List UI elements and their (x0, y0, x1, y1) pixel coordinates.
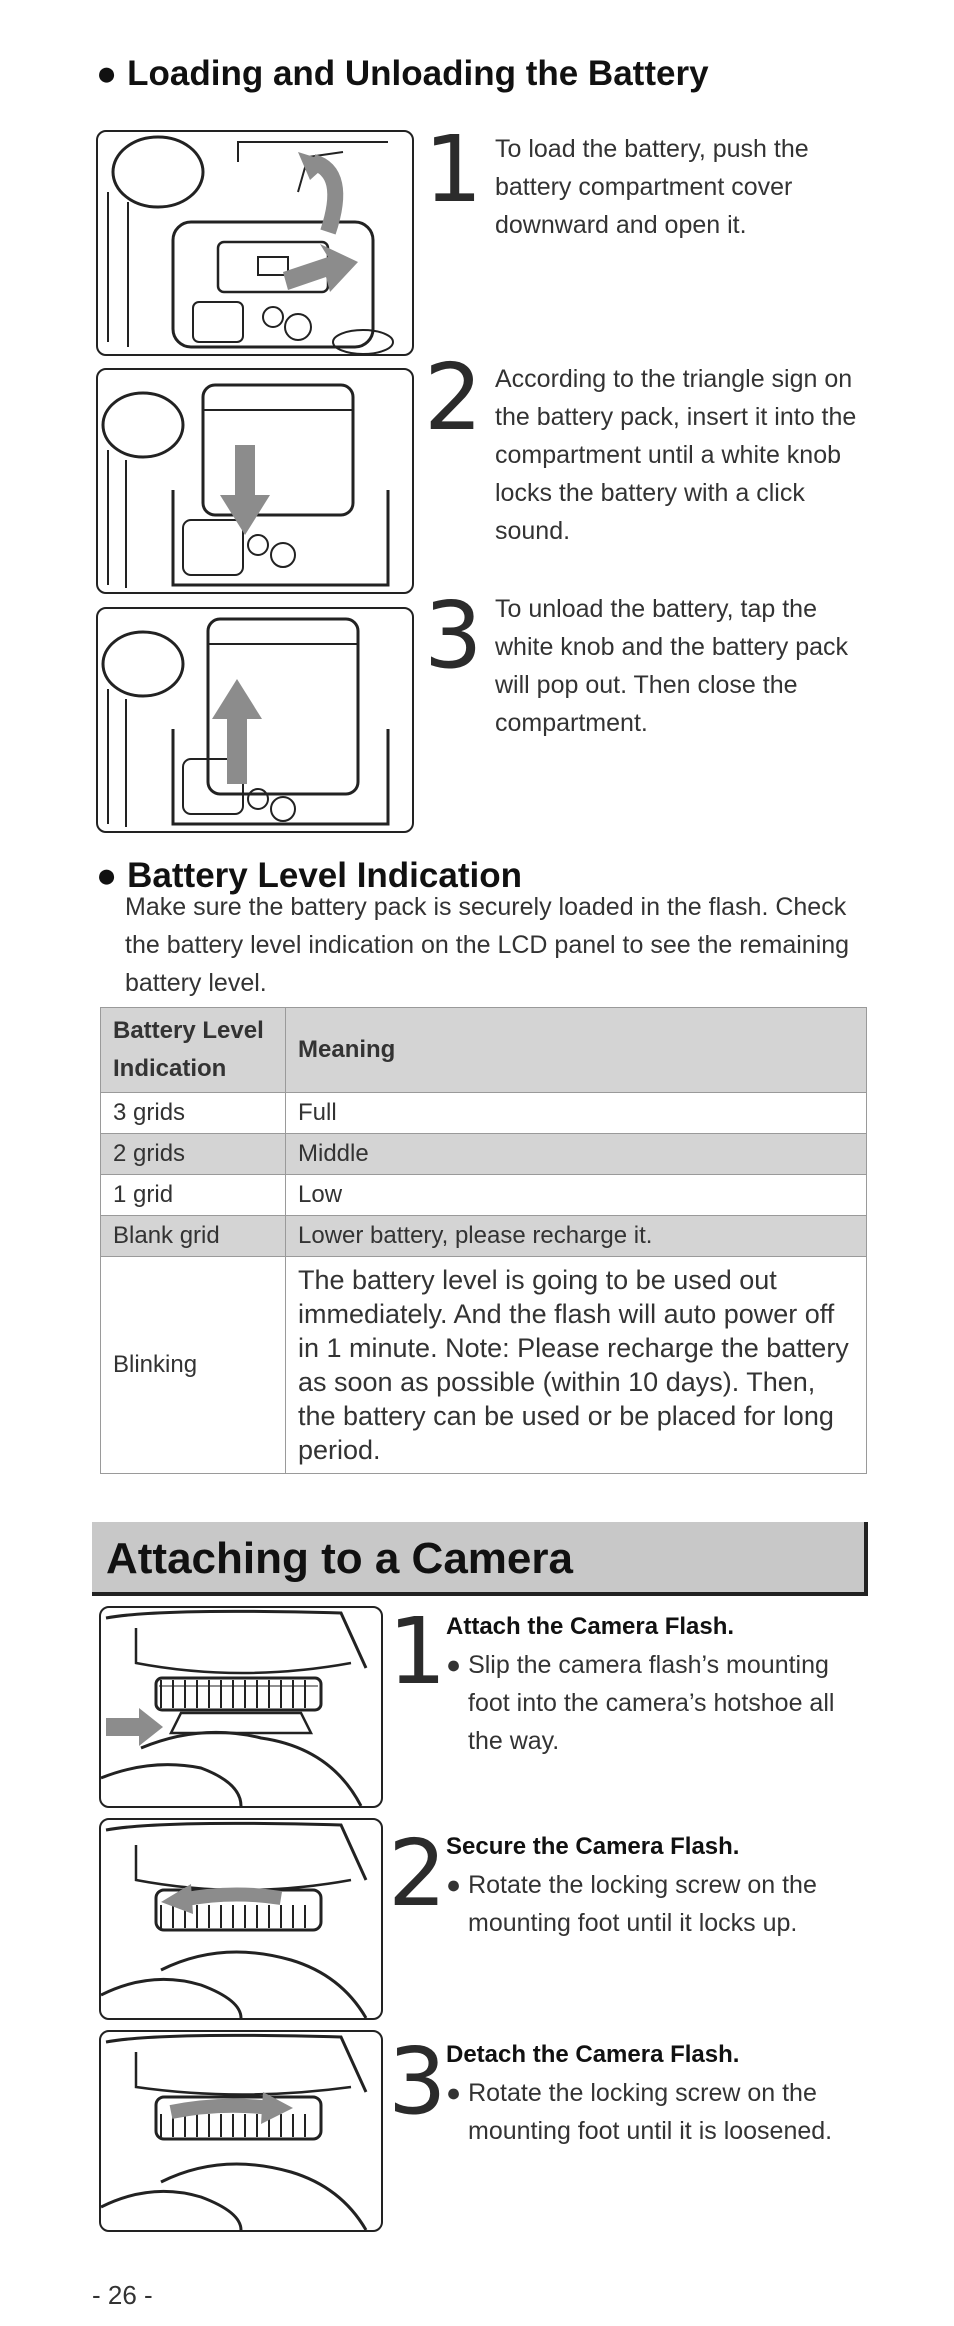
bullet-dot: ● (446, 1871, 462, 1899)
level-intro-text: Make sure the battery pack is securely loaded in the flash. Check the battery level indication on the LCD panel to see the remaining battery level. (125, 893, 850, 997)
battery-eject-icon (98, 609, 412, 831)
table-row (101, 1093, 867, 1134)
camera-step-title: Attach the Camera Flash. (446, 1613, 735, 1640)
lock-screw-icon (101, 1820, 381, 2018)
step-text-2: According to the triangle sign on the battery pack, insert it into the compartment until a white knob locks the battery with a click sound. (495, 365, 857, 545)
camera-step-instruction (446, 1646, 876, 1760)
unlock-screw-illustration (99, 2030, 383, 2232)
cell-meaning: Middle (286, 1134, 867, 1175)
column-header-indication: Battery Level Indication (101, 1008, 286, 1093)
battery-insert-icon (98, 370, 412, 592)
camera-step-number-1: 1 (388, 1598, 447, 1705)
camera-step-number-2: 2 (388, 1820, 447, 1927)
battery-eject-illustration (96, 607, 414, 833)
instruction-text: Slip the camera flash’s mounting foot into the camera’s hotshoe all the way. (468, 1651, 835, 1755)
cell-indication: 2 grids (101, 1134, 286, 1175)
column-header-meaning: Meaning (286, 1008, 867, 1093)
battery-insert-illustration (96, 368, 414, 594)
camera-step-number-3: 3 (388, 2028, 447, 2135)
table-header-row (101, 1008, 867, 1093)
camera-section-header (92, 1522, 868, 1596)
camera-step-2 (446, 1828, 876, 1942)
battery-level-table (100, 1007, 867, 1474)
table-row (101, 1134, 867, 1175)
step-text-3: To unload the battery, tap the white knob and the battery pack will pop out. Then close the compartment. (495, 595, 849, 737)
step-number-2: 2 (424, 344, 483, 451)
bullet-dot: ● (446, 1651, 462, 1679)
battery-section-heading (96, 54, 709, 94)
page-number: - 26 - (92, 2280, 153, 2310)
section-title: Attaching to a Camera (106, 1534, 573, 1583)
instruction-text: Rotate the locking screw on the mounting foot until it is loosened. (468, 2079, 833, 2145)
heading-text: Battery Level Indication (127, 856, 522, 895)
camera-step-instruction (446, 2074, 876, 2150)
cell-indication: Blinking (101, 1257, 286, 1474)
heading-bullet: ● (96, 856, 118, 895)
heading-bullet: ● (96, 54, 118, 93)
table-row (101, 1175, 867, 1216)
bullet-dot: ● (446, 2079, 462, 2107)
table-row (101, 1216, 867, 1257)
camera-step-1 (446, 1608, 876, 1760)
cell-meaning: Full (286, 1093, 867, 1134)
cell-meaning: Low (286, 1175, 867, 1216)
hotshoe-attach-icon (101, 1608, 381, 1806)
camera-step-title: Detach the Camera Flash. (446, 2041, 740, 2068)
table-row (101, 1257, 867, 1474)
step-text-1: To load the battery, push the battery compartment cover downward and open it. (495, 135, 809, 239)
heading-text: Loading and Unloading the Battery (127, 54, 709, 93)
camera-step-instruction (446, 1866, 876, 1942)
cell-meaning: The battery level is going to be used out immediately. And the flash will auto power off in 1 minute. Note: Please recharge the battery as soon as possible (within 10 days). Then, the battery can be used or be placed for long period. (286, 1257, 867, 1474)
cell-indication: 3 grids (101, 1093, 286, 1134)
camera-step-3 (446, 2036, 876, 2150)
hotshoe-attach-illustration (99, 1606, 383, 1808)
cell-indication: Blank grid (101, 1216, 286, 1257)
cell-meaning: Lower battery, please recharge it. (286, 1216, 867, 1257)
step-number-3: 3 (424, 582, 483, 689)
unlock-screw-icon (101, 2032, 381, 2230)
battery-open-illustration (96, 130, 414, 356)
cell-indication: 1 grid (101, 1175, 286, 1216)
battery-open-icon (98, 132, 412, 354)
lock-screw-illustration (99, 1818, 383, 2020)
camera-step-title: Secure the Camera Flash. (446, 1833, 740, 1860)
step-number-1: 1 (424, 116, 483, 223)
instruction-text: Rotate the locking screw on the mounting foot until it locks up. (468, 1871, 817, 1937)
